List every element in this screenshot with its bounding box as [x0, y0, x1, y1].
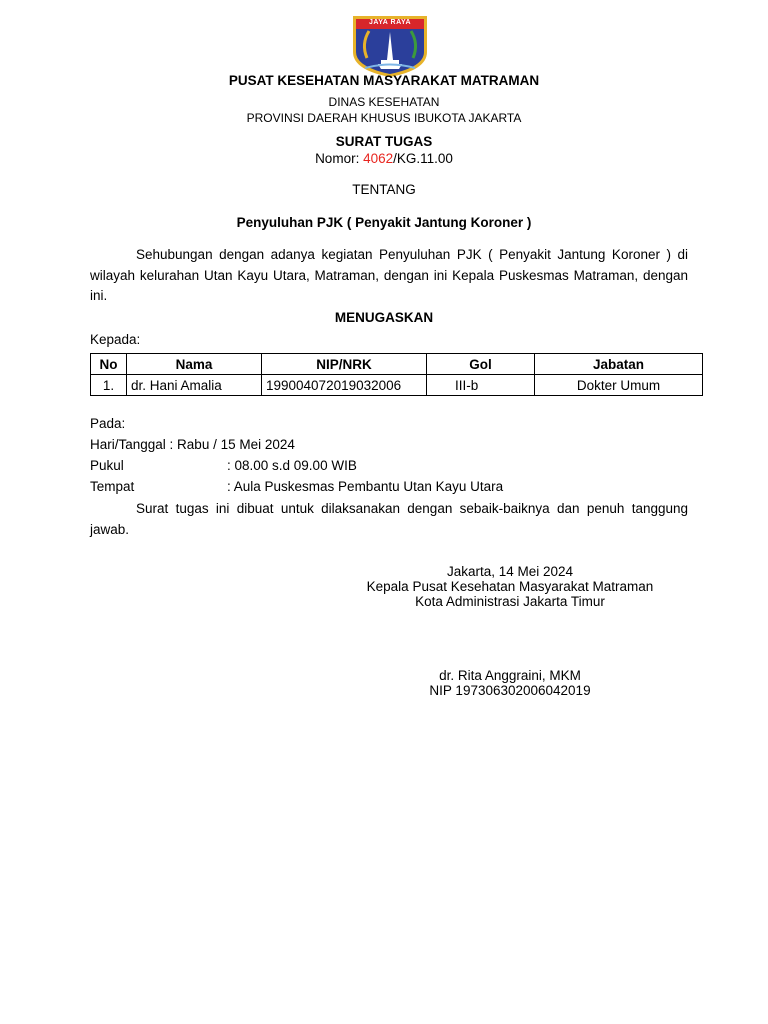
intro-text: Sehubungan dengan adanya kegiatan Penyuluhan PJK ( Penyakit Jantung Koroner ) di wilayah kelurahan Utan Kayu Utara, Matraman, dengan ini Kepala Puskesmas Matraman, dengan ini.	[90, 247, 688, 303]
letter-type: SURAT TUGAS	[335, 134, 433, 149]
letter-number-suffix: /KG.11.00	[393, 151, 453, 166]
cell-position: Dokter Umum	[535, 375, 703, 396]
time-label: Pukul	[90, 458, 124, 473]
cell-no: 1.	[91, 375, 127, 396]
logo-motto: JAYA RAYA	[368, 19, 412, 26]
cell-name: dr. Hani Amalia	[127, 375, 262, 396]
recipient-label: Kepada:	[90, 332, 141, 347]
cell-nip: 199004072019032006	[262, 375, 427, 396]
header-position: Jabatan	[535, 354, 703, 375]
province-name: PROVINSI DAERAH KHUSUS IBUKOTA JAKARTA	[246, 111, 522, 125]
cell-gol: III-b	[427, 375, 535, 396]
closing-text: Surat tugas ini dibuat untuk dilaksanakan dengan sebaik-baiknya dan penuh tanggung jawab.	[90, 501, 688, 537]
signature-place-date: Jakarta, 14 Mei 2024	[446, 564, 574, 579]
letter-number-prefix: Nomor:	[315, 151, 364, 166]
header-gol: Gol	[427, 354, 535, 375]
time-value: : 08.00 s.d 09.00 WIB	[227, 458, 357, 473]
jakarta-emblem	[351, 14, 429, 78]
assign-heading: MENUGASKAN	[334, 310, 434, 325]
header-nip: NIP/NRK	[262, 354, 427, 375]
date-value: : Rabu / 15 Mei 2024	[165, 437, 295, 452]
letter-number-value: 4062	[363, 151, 394, 166]
schedule-label: Pada:	[90, 416, 126, 431]
signatory-name: dr. Rita Anggraini, MKM	[439, 668, 581, 683]
date-label: Hari/Tanggal	[90, 437, 166, 452]
table-header-row	[91, 354, 703, 375]
institution-name: PUSAT KESEHATAN MASYARAKAT MATRAMAN	[228, 73, 540, 88]
header-name: Nama	[127, 354, 262, 375]
place-value: : Aula Puskesmas Pembantu Utan Kayu Utara	[227, 479, 504, 494]
signature-office: Kota Administrasi Jakarta Timur	[415, 594, 605, 609]
letter-topic: Penyuluhan PJK ( Penyakit Jantung Koroner )	[236, 215, 532, 230]
header-no: No	[91, 354, 127, 375]
signature-position: Kepala Pusat Kesehatan Masyarakat Matraman	[366, 579, 654, 594]
about-heading: TENTANG	[352, 182, 416, 197]
letter-number	[0, 151, 768, 166]
place-label: Tempat	[90, 479, 135, 494]
intro-paragraph	[90, 245, 688, 307]
staff-table	[90, 353, 703, 396]
table-row	[91, 375, 703, 396]
department-name: DINAS KESEHATAN	[328, 95, 440, 109]
closing-paragraph	[90, 499, 688, 540]
schedule-date	[90, 437, 295, 452]
signatory-nip: NIP 197306302006042019	[429, 683, 591, 698]
